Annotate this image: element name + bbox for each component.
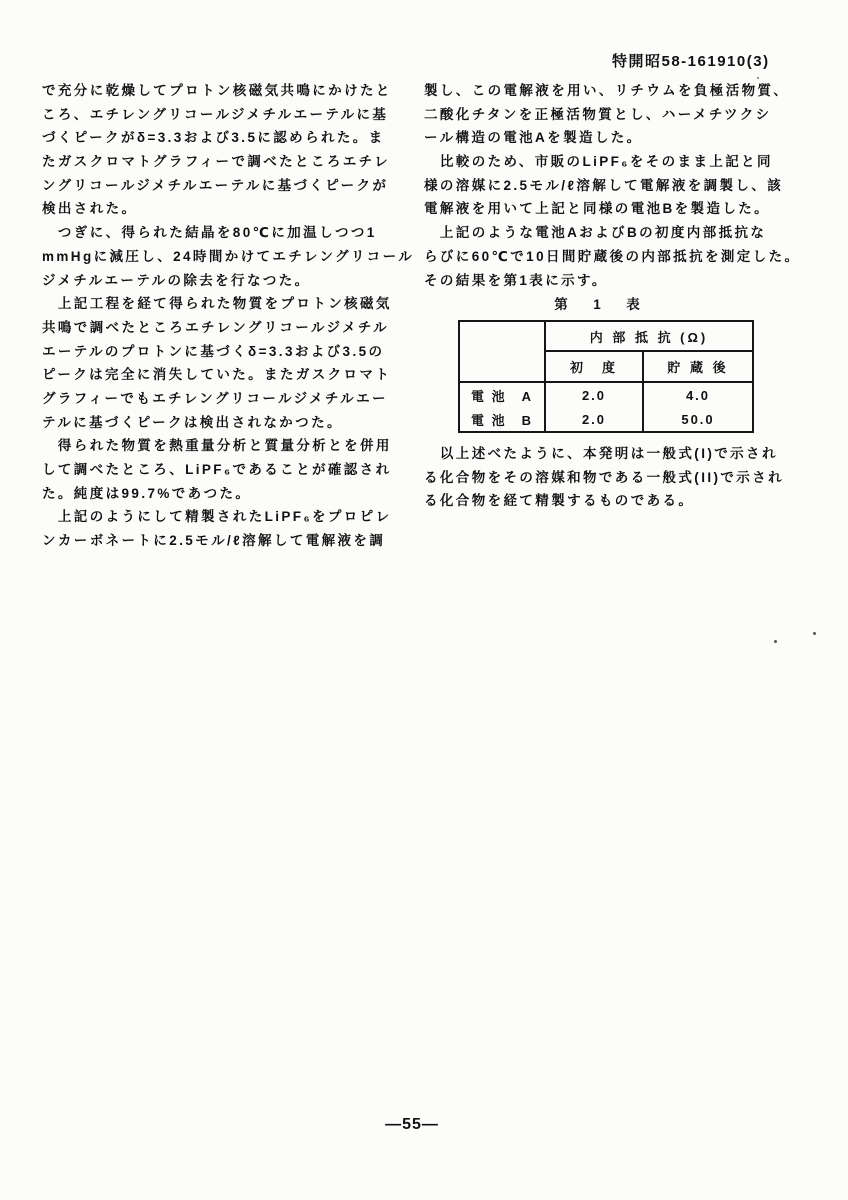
text-line: グラフィーでもエチレングリコールジメチルエー (42, 390, 388, 406)
text-line: ピークは完全に消失していた。またガスクロマト (42, 367, 392, 383)
resistance-table (458, 320, 754, 433)
text-line: 共鳴で調べたところエチレングリコールジメチル (42, 319, 389, 335)
text-line: ジメチルエーテルの除去を行なつた。 (42, 272, 311, 288)
scan-speckle (757, 77, 759, 79)
text-line: エーテルのプロトンに基づくδ=3.3および3.5の (42, 343, 385, 359)
text-line: で充分に乾燥してプロトン核磁気共鳴にかけたと (42, 83, 392, 98)
text-line: テルに基づくピークは検出されなかつた。 (42, 414, 343, 430)
text-line: らびに60℃で10日間貯蔵後の内部抵抗を測定した。 (424, 248, 801, 264)
text-line: る化合物をその溶媒和物である一般式(II)で示され (424, 469, 784, 485)
table-cell-value: 50.0 (643, 407, 753, 432)
scan-speckle (813, 632, 816, 635)
text-line: 上記のようにして精製されたLiPF₆をプロピレ (42, 509, 392, 525)
text-line: その結果を第1表に示す。 (424, 272, 608, 288)
text-line: 電解液を用いて上記と同様の電池Bを製造した。 (424, 201, 771, 217)
text-line: 上記のような電池AおよびBの初度内部抵抗な (424, 225, 767, 241)
text-line: たガスクロマトグラフィーで調べたところエチレ (42, 154, 391, 170)
text-line: mmHgに減圧し、24時間かけてエチレングリコール (42, 248, 415, 264)
text-line: 二酸化チタンを正極活物質とし、ハーメチツクシ (424, 106, 772, 122)
text-line: 上記工程を経て得られた物質をプロトン核磁気 (42, 296, 392, 312)
text-line: た。純度は99.7%であつた。 (42, 485, 252, 501)
text-line: る化合物を経て精製するものである。 (424, 493, 695, 509)
text-line: 以上述べたように、本発明は一般式(I)で示され (424, 446, 778, 461)
text-line: ころ、エチレングリコールジメチルエーテルに基 (42, 106, 389, 122)
closing-paragraph (424, 442, 794, 513)
table-cell-value: 2.0 (545, 407, 643, 432)
text-line: 得られた物質を熱重量分析と質量分析とを併用 (42, 438, 392, 454)
text-line: つぎに、得られた結晶を80℃に加温しつつ1 (42, 225, 377, 241)
table-header-after-storage: 貯 蔵 後 (643, 351, 753, 382)
table-row-label: 電 池 A (459, 382, 545, 407)
text-line: ングリコールジメチルエーテルに基づくピークが (42, 177, 389, 193)
table-cell-value: 4.0 (643, 382, 753, 407)
scan-speckle (774, 640, 777, 643)
table-header-internal-resistance: 内 部 抵 抗 (Ω) (545, 321, 753, 351)
right-text-column (424, 79, 801, 292)
table-header-initial: 初 度 (545, 351, 643, 382)
text-line: 比較のため、市販のLiPF₆をそのまま上記と同 (424, 154, 773, 170)
text-line: ール構造の電池Aを製造した。 (424, 130, 643, 146)
text-line: して調べたところ、LiPF₆であることが確認され (42, 462, 392, 477)
text-line: 製し、この電解液を用い、リチウムを負極活物質、 (424, 83, 790, 98)
page-number: —55— (385, 1116, 439, 1133)
table-cell-value: 2.0 (545, 382, 643, 407)
text-line: ンカーボネートに2.5モル/ℓ溶解して電解液を調 (42, 533, 386, 549)
text-line: づくピークがδ=3.3および3.5に認められた。ま (42, 130, 385, 146)
text-line: 様の溶媒に2.5モル/ℓ溶解して電解液を調製し、該 (424, 177, 784, 193)
publication-number: 特開昭58-161910(3) (612, 53, 770, 70)
left-text-column (42, 79, 415, 553)
text-line: 検出された。 (42, 201, 138, 217)
table-caption: 第 1 表 (554, 297, 646, 312)
table-row-label: 電 池 B (459, 407, 545, 432)
table-corner-cell (459, 321, 545, 382)
